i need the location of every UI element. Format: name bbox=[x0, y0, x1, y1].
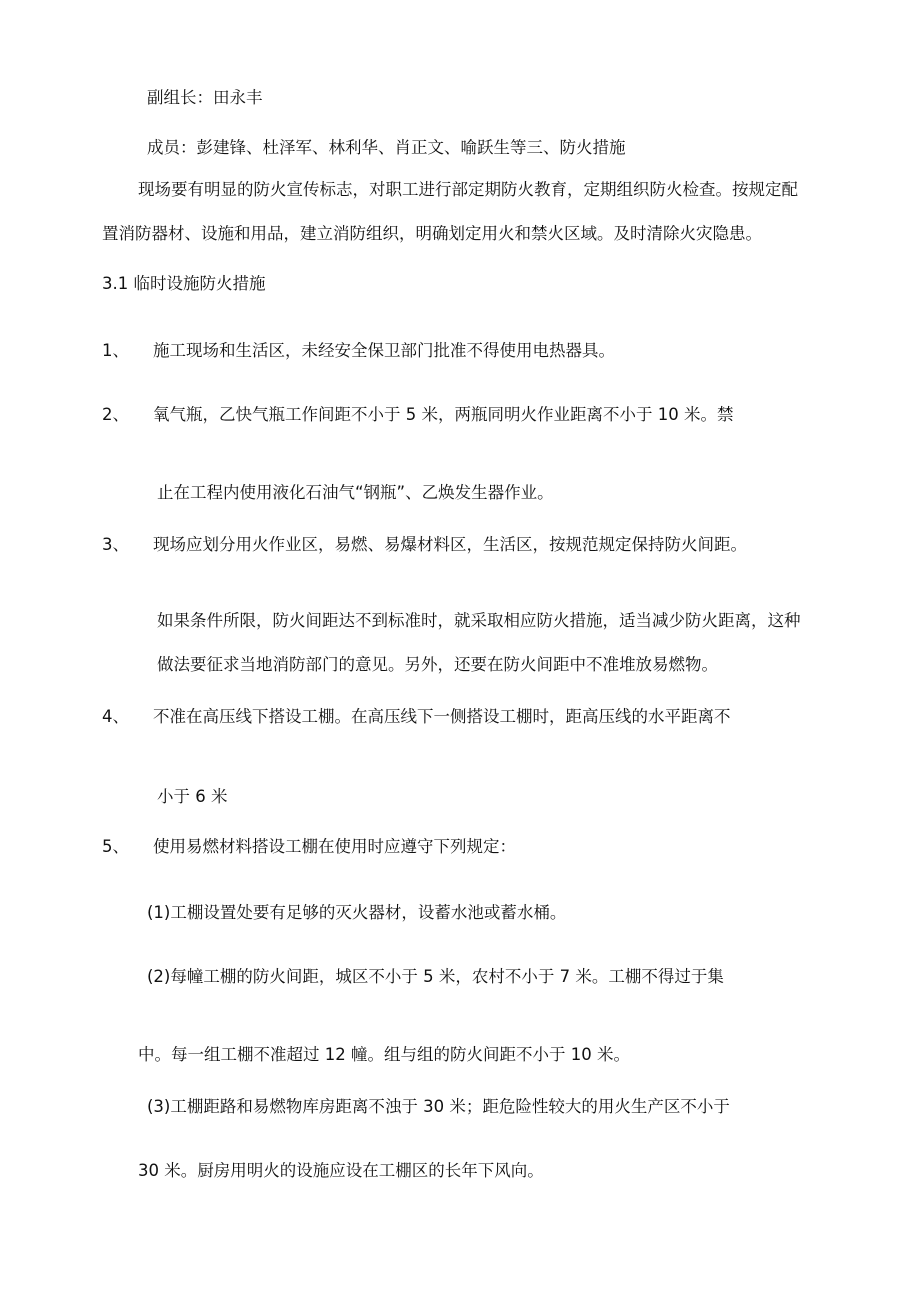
subitem-text: (2)每幢工棚的防火间距，城区不小于 5 米，农村不小于 7 米。工棚不得过于集 bbox=[147, 967, 724, 986]
item-number: 3、 bbox=[102, 535, 129, 554]
section-title: 3.1 临时设施防火措施 bbox=[102, 274, 266, 293]
item-number: 5、 bbox=[102, 837, 129, 856]
item-number: 4、 bbox=[102, 707, 129, 726]
subitem-text: 中。每一组工棚不准超过 12 幢。组与组的防火间距不小于 10 米。 bbox=[138, 1045, 630, 1064]
item-text: 止在工程内使用液化石油气“钢瓶”、乙焕发生器作业。 bbox=[157, 483, 554, 502]
item-text: 小于 6 米 bbox=[157, 787, 228, 806]
subitem-text: (3)工棚距路和易燃物库房距离不浊于 30 米；距危险性较大的用火生产区不小于 bbox=[147, 1097, 730, 1116]
item-number: 2、 bbox=[102, 405, 129, 424]
item-text: 氧气瓶，乙快气瓶工作间距不小于 5 米，两瓶同明火作业距离不小于 10 米。禁 bbox=[153, 405, 734, 424]
intro-line-1: 现场要有明显的防火宣传标志，对职工进行部定期防火教育，定期组织防火检查。按规定配 bbox=[138, 180, 798, 199]
item-text: 现场应划分用火作业区，易燃、易爆材料区，生活区，按规范规定保持防火间距。 bbox=[153, 535, 747, 554]
members-line: 成员：彭建锋、杜泽军、林利华、肖正文、喻跃生等三、防火措施 bbox=[147, 138, 626, 157]
item-text: 使用易燃材料搭设工棚在使用时应遵守下列规定： bbox=[153, 837, 516, 856]
item-text: 施工现场和生活区，未经安全保卫部门批准不得使用电热器具。 bbox=[153, 341, 615, 360]
item-number: 1、 bbox=[102, 341, 129, 360]
item-text: 做法要征求当地消防部门的意见。另外，还要在防火间距中不准堆放易燃物。 bbox=[157, 655, 718, 674]
item-text: 如果条件所限，防火间距达不到标准时，就采取相应防火措施，适当减少防火距离，这种 bbox=[157, 611, 801, 630]
intro-line-2: 置消防器材、设施和用品，建立消防组织，明确划定用火和禁火区域。及时清除火灾隐患。 bbox=[102, 224, 762, 243]
subitem-text: (1)工棚设置处要有足够的灭火器材，设蓄水池或蓄水桶。 bbox=[147, 903, 567, 922]
item-text: 不准在高压线下搭设工棚。在高压线下一侧搭设工棚时，距高压线的水平距离不 bbox=[153, 707, 731, 726]
deputy-leader-line: 副组长：田永丰 bbox=[147, 88, 263, 107]
subitem-text: 30 米。厨房用明火的设施应设在工棚区的长年下风向。 bbox=[138, 1161, 544, 1180]
